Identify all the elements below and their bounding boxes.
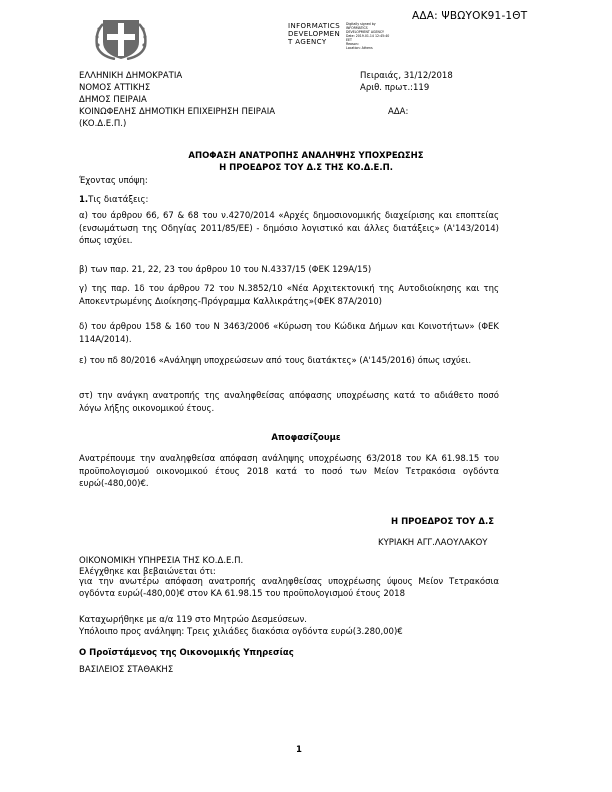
page-number: 1: [296, 745, 302, 755]
document-title: ΑΠΟΦΑΣΗ ΑΝΑΤΡΟΠΗΣ ΑΝΑΛΗΨΗΣ ΥΠΟΧΡΕΩΣΗΣ: [188, 151, 424, 161]
provisions-heading: [79, 194, 148, 206]
decision-text: Ανατρέπουμε την αναληφθείσα απόφαση ανάληψης υποχρέωσης 63/2018 του ΚΑ 61.98.15 του προϋπολογισμού οικονομικού έτους 2018 κατά το ποσό των Μείον Τετρακόσια ογδόντα ευρώ(-480,00)€.: [79, 454, 499, 489]
issuer-line: ΔΗΜΟΣ ΠΕΙΡΑΙΑ: [79, 95, 147, 105]
issuer-line: ΕΛΛΗΝΙΚΗ ΔΗΜΟΚΡΑΤΙΑ: [79, 71, 183, 81]
provision-item-st: στ) την ανάγκη ανατροπής της αναληφθείσας απόφασης υποχρέωσης κατά το αδιάθετο ποσό λόγω λήξης οικονομικού έτους.: [79, 391, 499, 414]
signature-line: INFORMATICS: [346, 26, 368, 30]
issuer-line: (ΚΟ.Δ.Ε.Π.): [79, 119, 127, 129]
finance-service: ΟΙΚΟΝΟΜΙΚΗ ΥΠΗΡΕΣΙΑ ΤΗΣ ΚΟ.Δ.Ε.Π.: [79, 556, 244, 566]
finance-remaining: Υπόλοιπο προς ανάληψη: Τρεις χιλιάδες διακόσια ογδόντα ευρώ(3.280,00)€: [79, 627, 403, 637]
signature-line: Reason:: [346, 42, 359, 46]
signature-line: Digitally signed by: [346, 22, 376, 26]
provision-item-c: γ) της παρ. 1δ του άρθρου 72 του Ν.3852/10 «Νέα Αρχιτεκτονική της Αυτοδιοίκησης και της Αποκεντρωμένης Διοίκησης-Πρόγραμμα Καλλικράτης»(ΦΕΚ 87Α/2010): [79, 284, 499, 307]
signature-line: Location: Athens: [346, 46, 373, 50]
considering-label: Έχοντας υπόψη:: [79, 176, 148, 186]
finance-head-title: Ο Προϊστάμενος της Οικονομικής Υπηρεσίας: [79, 648, 294, 658]
finance-head-name: ΒΑΣΙΛΕΙΟΣ ΣΤΑΘΑΚΗΣ: [79, 665, 174, 675]
provision-item-e: ε) του πδ 80/2016 «Ανάληψη υποχρεώσεων από τους διατάκτες» (Α'145/2016) όπως ισχύει.: [79, 356, 472, 366]
provision-item-b: β) των παρ. 21, 22, 23 του άρθρου 10 του Ν.4337/15 (ΦΕΚ 129Α/15): [79, 265, 372, 275]
decide-heading: Αποφασίζουμε: [271, 433, 341, 443]
ada-code-top: ΑΔΑ: ΨΒΩΥΟΚ91-1ΘΤ: [412, 10, 528, 22]
issuer-line: ΝΟΜΟΣ ΑΤΤΙΚΗΣ: [79, 83, 151, 93]
finance-registered: Καταχωρήθηκε με α/α 119 στο Μητρώο Δεσμεύσεων.: [79, 615, 307, 625]
provision-item-a: α) του άρθρου 66, 67 & 68 του ν.4270/2014 «Αρχές δημοσιονομικής διαχείρισης και εποπτείας (ενσωμάτωση της Οδηγίας 2011/85/ΕΕ) - δημόσιο λογιστικό και άλλες διατάξεις» (Α'143/2014) όπως ισχύει.: [79, 211, 499, 246]
signature-line: Date: 2019.01.14 12:45:40: [346, 34, 390, 38]
finance-verified: Ελέγχθηκε και βεβαιώνεται ότι:: [79, 567, 216, 577]
signatory-name: ΚΥΡΙΑΚΗ ΑΓΓ.ΛΑΟΥΛΑΚΟΥ: [378, 538, 488, 548]
agency-line: T AGENCY: [288, 38, 327, 46]
greek-emblem-icon: [93, 12, 149, 60]
provisions-number: 1.: [79, 195, 89, 205]
ada-label: ΑΔΑ:: [388, 107, 409, 117]
signature-line: DEVELOPMENT AGENCY: [346, 30, 384, 34]
provision-item-d: δ) του άρθρου 158 & 160 του Ν 3463/2006 «Κύρωση του Κώδικα Δήμων και Κοινοτήτων» (ΦΕΚ 114Α/2014).: [79, 322, 499, 345]
issuer-line: ΚΟΙΝΩΦΕΛΗΣ ΔΗΜΟΤΙΚΗ ΕΠΙΧΕΙΡΗΣΗ ΠΕΙΡΑΙΑ: [79, 107, 276, 117]
agency-line: DEVELOPMEN: [288, 30, 341, 38]
signatory-role: Η ΠΡΟΕΔΡΟΣ ΤΟΥ Δ.Σ: [391, 517, 495, 527]
finance-paragraph: για την ανωτέρω απόφαση ανατροπής αναληφθείσας υποχρέωσης ύψους Μείον Τετρακόσια ογδόντα ευρώ(-480,00)€ στον ΚΑ 61.98.15 του προϋπολογισμού έτους 2018: [79, 577, 499, 599]
agency-line: INFORMATICS: [288, 22, 341, 30]
provisions-label: Τις διατάξεις:: [88, 195, 149, 205]
document-subtitle: Η ΠΡΟΕΔΡΟΣ ΤΟΥ Δ.Σ ΤΗΣ ΚΟ.Δ.Ε.Π.: [219, 163, 393, 173]
protocol-number: Αριθ. πρωτ.:119: [360, 83, 430, 93]
signature-line: EET: [346, 38, 352, 42]
place-date: Πειραιάς, 31/12/2018: [360, 71, 453, 81]
